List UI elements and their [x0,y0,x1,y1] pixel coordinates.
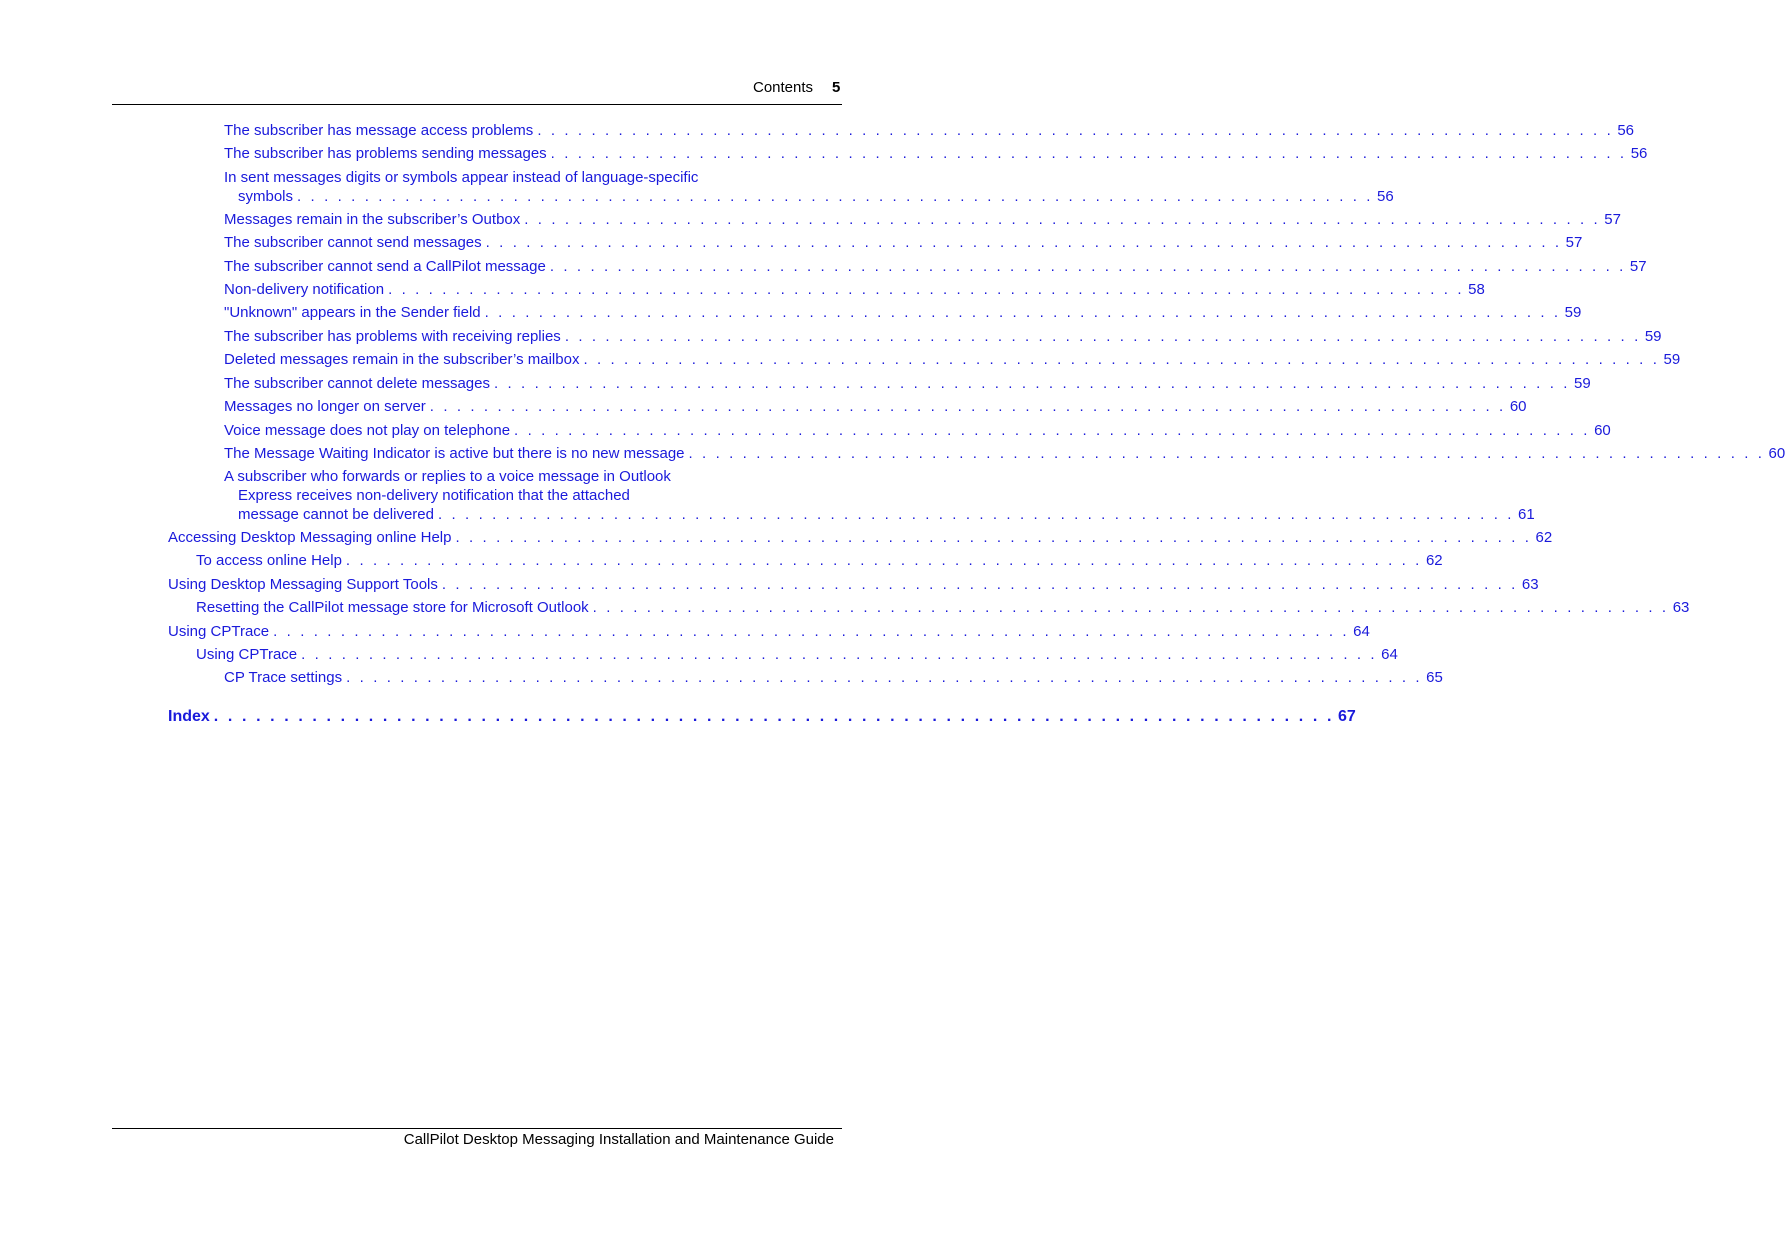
toc-page-number: 59 [1644,328,1662,345]
toc-entry[interactable] [224,327,1662,346]
toc-entry[interactable] [224,144,1648,163]
toc-entry-title: message cannot be delivered [238,506,434,523]
dot-leader: . . . . . . . . . . . . . . . . . . . . . . . . . . . . . . . . . . . . . . . . . . . . . . . . . . . . . . . . . . . . . . . . . . . . . . . . . . . . . . . . [388,281,1465,298]
toc-entry-title: Deleted messages remain in the subscriber’s mailbox [224,351,580,368]
toc-page-number: 62 [1535,529,1553,546]
header-divider [112,104,842,105]
toc-entry-title: The subscriber has message access problems [224,122,534,139]
footer-divider [112,1128,842,1129]
toc-page-number: 56 [1377,188,1394,205]
toc-entry-title: Index [168,708,210,725]
page-number: 5 [832,79,841,96]
running-header-label: Contents [753,79,814,96]
toc-page-number: 60 [1594,422,1611,439]
toc-page-number: 59 [1564,304,1582,321]
toc-entry[interactable] [196,551,1443,570]
toc-entry[interactable] [224,303,1582,322]
dot-leader: . . . . . . . . . . . . . . . . . . . . . . . . . . . . . . . . . . . . . . . . . . . . . . . . . . . . . . . . . . . . . . . . . . . . . . . . . . . . . . . . [485,234,1562,251]
dot-leader: . . . . . . . . . . . . . . . . . . . . . . . . . . . . . . . . . . . . . . . . . . . . . . . . . . . . . . . . . . . . . . . . . . . . . . . . . . . . . . . . [550,145,1627,162]
dot-leader: . . . . . . . . . . . . . . . . . . . . . . . . . . . . . . . . . . . . . . . . . . . . . . . . . . . . . . . . . . . . . . . . . . . . . . . . . . . . . . . . [301,646,1378,663]
toc-entry-title: CP Trace settings [224,669,343,686]
toc-page-number: 57 [1604,211,1621,228]
toc-entry[interactable] [224,257,1647,276]
dot-leader: . . . . . . . . . . . . . . . . . . . . . . . . . . . . . . . . . . . . . . . . . . . . . . . . . . . . . . . . . . . . . . . . . . . . . . . . . . . . . . . . [213,708,1335,725]
dot-leader: . . . . . . . . . . . . . . . . . . . . . . . . . . . . . . . . . . . . . . . . . . . . . . . . . . . . . . . . . . . . . . . . . . . . . . . . . . . . . . . . [524,211,1601,228]
toc-entry[interactable] [224,350,1681,369]
toc-entry[interactable] [224,397,1527,416]
toc-entry-title: The subscriber has problems with receiving replies [224,328,561,345]
dot-leader: . . . . . . . . . . . . . . . . . . . . . . . . . . . . . . . . . . . . . . . . . . . . . . . . . . . . . . . . . . . . . . . . . . . . . . . . . . . . . . . . [437,506,1514,523]
toc-entry[interactable] [168,575,1539,594]
toc-page-number: 57 [1629,258,1647,275]
toc-entry-title: Resetting the CallPilot message store for Microsoft Outlook [196,599,589,616]
toc-entry[interactable] [224,280,1485,299]
toc-page-number: 61 [1518,506,1535,523]
footer-title: CallPilot Desktop Messaging Installation and Maintenance Guide [403,1131,834,1148]
toc-entry-title: The Message Waiting Indicator is active but there is no new message [224,445,685,462]
toc-entry-title: The subscriber cannot send a CallPilot message [224,258,546,275]
toc-entry[interactable] [224,233,1583,252]
toc-entry[interactable] [224,421,1611,440]
toc-entry[interactable] [224,444,1785,463]
toc-entry[interactable] [168,707,1356,726]
toc-entry-title: symbols [238,188,294,205]
toc-page-number: 63 [1521,576,1539,593]
toc-entry[interactable] [168,528,1553,547]
dot-leader: . . . . . . . . . . . . . . . . . . . . . . . . . . . . . . . . . . . . . . . . . . . . . . . . . . . . . . . . . . . . . . . . . . . . . . . . . . . . . . . . [592,599,1669,616]
toc-entry-title: Using CPTrace [196,646,298,663]
toc-entry-title: Non-delivery notification [224,281,385,298]
toc-entry[interactable] [224,121,1635,140]
dot-leader: . . . . . . . . . . . . . . . . . . . . . . . . . . . . . . . . . . . . . . . . . . . . . . . . . . . . . . . . . . . . . . . . . . . . . . . . . . . . . . . . [564,328,1641,345]
dot-leader: . . . . . . . . . . . . . . . . . . . . . . . . . . . . . . . . . . . . . . . . . . . . . . . . . . . . . . . . . . . . . . . . . . . . . . . . . . . . . . . . [297,188,1374,205]
dot-leader: . . . . . . . . . . . . . . . . . . . . . . . . . . . . . . . . . . . . . . . . . . . . . . . . . . . . . . . . . . . . . . . . . . . . . . . . . . . . . . . . [345,552,1422,569]
toc-entry-title: To access online Help [196,552,342,569]
dot-leader: . . . . . . . . . . . . . . . . . . . . . . . . . . . . . . . . . . . . . . . . . . . . . . . . . . . . . . . . . . . . . . . . . . . . . . . . . . . . . . . . [346,669,1423,686]
toc-entry-title: The subscriber cannot delete messages [224,375,490,392]
toc-page-number: 60 [1768,445,1785,462]
toc-entry-title: "Unknown" appears in the Sender field [224,304,481,321]
toc-entry-title: Messages no longer on server [224,398,426,415]
toc-page-number: 57 [1565,234,1583,251]
dot-leader: . . . . . . . . . . . . . . . . . . . . . . . . . . . . . . . . . . . . . . . . . . . . . . . . . . . . . . . . . . . . . . . . . . . . . . . . . . . . . . . . [484,304,1561,321]
toc-entry-title: Express receives non-delivery notification that the attached [238,487,630,504]
dot-leader: . . . . . . . . . . . . . . . . . . . . . . . . . . . . . . . . . . . . . . . . . . . . . . . . . . . . . . . . . . . . . . . . . . . . . . . . . . . . . . . . [441,576,1518,593]
toc-entry[interactable] [196,645,1398,664]
toc-entry-title: Using Desktop Messaging Support Tools [168,576,438,593]
toc-page-number: 56 [1630,145,1648,162]
toc-entry[interactable] [224,168,1394,206]
toc-entry[interactable] [196,598,1690,617]
toc-page-number: 63 [1672,599,1690,616]
toc-entry[interactable] [224,374,1591,393]
toc-page-number: 60 [1509,398,1527,415]
toc-page-number: 65 [1426,669,1443,686]
dot-leader: . . . . . . . . . . . . . . . . . . . . . . . . . . . . . . . . . . . . . . . . . . . . . . . . . . . . . . . . . . . . . . . . . . . . . . . . . . . . . . . . [688,445,1765,462]
toc-page-number: 59 [1663,351,1681,368]
toc-page-number: 56 [1617,122,1635,139]
toc-page-number: 58 [1468,281,1485,298]
toc-page-number: 67 [1338,708,1356,725]
toc-entry[interactable] [168,622,1370,641]
dot-leader: . . . . . . . . . . . . . . . . . . . . . . . . . . . . . . . . . . . . . . . . . . . . . . . . . . . . . . . . . . . . . . . . . . . . . . . . . . . . . . . . [514,422,1591,439]
dot-leader: . . . . . . . . . . . . . . . . . . . . . . . . . . . . . . . . . . . . . . . . . . . . . . . . . . . . . . . . . . . . . . . . . . . . . . . . . . . . . . . . [583,351,1660,368]
toc-entry-title: The subscriber cannot send messages [224,234,482,251]
dot-leader: . . . . . . . . . . . . . . . . . . . . . . . . . . . . . . . . . . . . . . . . . . . . . . . . . . . . . . . . . . . . . . . . . . . . . . . . . . . . . . . . [549,258,1626,275]
dot-leader: . . . . . . . . . . . . . . . . . . . . . . . . . . . . . . . . . . . . . . . . . . . . . . . . . . . . . . . . . . . . . . . . . . . . . . . . . . . . . . . . [273,623,1350,640]
toc-entry[interactable] [224,467,1535,524]
toc-entry-title: Accessing Desktop Messaging online Help [168,529,452,546]
dot-leader: . . . . . . . . . . . . . . . . . . . . . . . . . . . . . . . . . . . . . . . . . . . . . . . . . . . . . . . . . . . . . . . . . . . . . . . . . . . . . . . . [537,122,1614,139]
toc-entry[interactable] [224,210,1621,229]
toc-entry-title: The subscriber has problems sending messages [224,145,547,162]
toc-entry-title: Messages remain in the subscriber’s Outbox [224,211,521,228]
toc-page-number: 59 [1574,375,1591,392]
toc-page-number: 64 [1381,646,1398,663]
dot-leader: . . . . . . . . . . . . . . . . . . . . . . . . . . . . . . . . . . . . . . . . . . . . . . . . . . . . . . . . . . . . . . . . . . . . . . . . . . . . . . . . [455,529,1532,546]
toc-entry-title: Voice message does not play on telephone [224,422,511,439]
toc-entry[interactable] [224,668,1443,687]
dot-leader: . . . . . . . . . . . . . . . . . . . . . . . . . . . . . . . . . . . . . . . . . . . . . . . . . . . . . . . . . . . . . . . . . . . . . . . . . . . . . . . . [493,375,1571,392]
toc-entry-title: A subscriber who forwards or replies to a voice message in Outlook [224,468,671,485]
toc-page-number: 64 [1353,623,1370,640]
toc-entry-title: In sent messages digits or symbols appear instead of language-specific [224,169,699,186]
toc-entry-title: Using CPTrace [168,623,270,640]
dot-leader: . . . . . . . . . . . . . . . . . . . . . . . . . . . . . . . . . . . . . . . . . . . . . . . . . . . . . . . . . . . . . . . . . . . . . . . . . . . . . . . . [429,398,1506,415]
toc-page-number: 62 [1425,552,1443,569]
